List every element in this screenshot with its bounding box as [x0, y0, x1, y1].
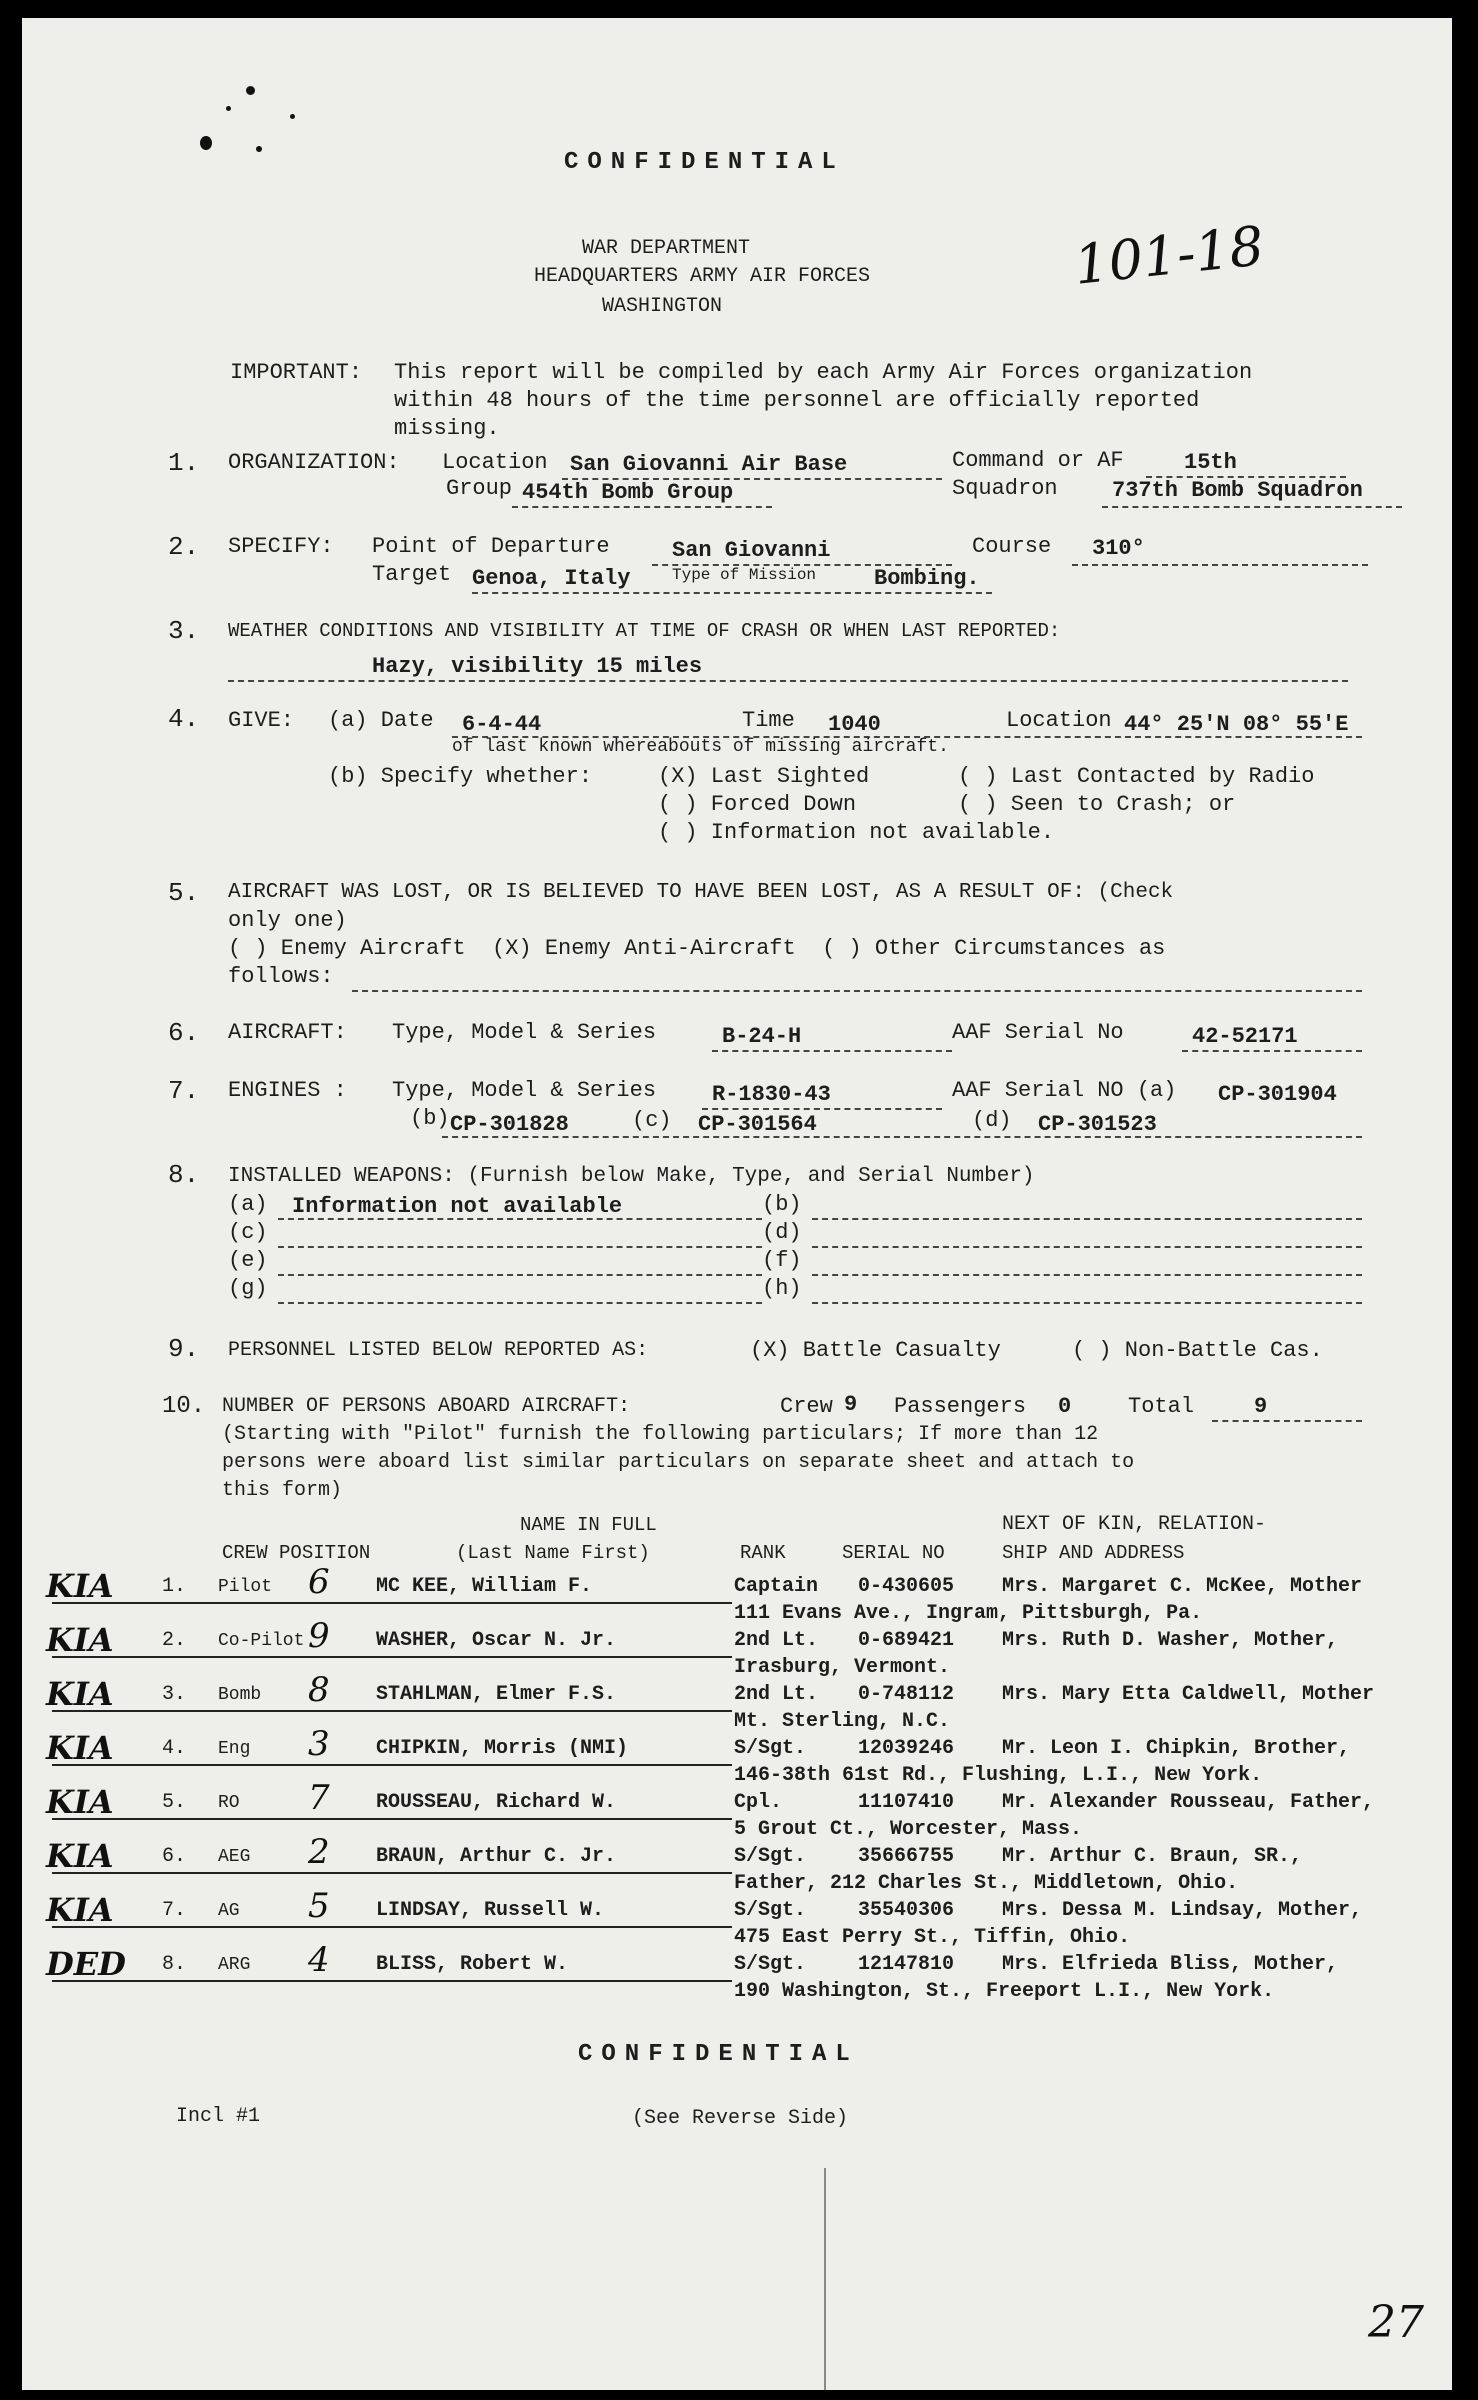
engine-d-label: (d) — [972, 1108, 1012, 1133]
item-7-label: ENGINES : — [228, 1078, 347, 1103]
page-number: 27 — [1368, 2297, 1424, 2348]
crew-address: 190 Washington, St., Freeport L.I., New York. — [734, 1980, 1275, 2003]
passengers-label: Passengers — [894, 1394, 1027, 1419]
instruction-line-2: persons were aboard list similar particulars on separate sheet and attach to — [222, 1451, 1135, 1474]
weapon-h-label: (h) — [762, 1276, 802, 1301]
engine-type-line — [702, 1108, 942, 1110]
header-next-of-kin: NEXT OF KIN, RELATION- — [1002, 1513, 1267, 1536]
total-label: Total — [1128, 1394, 1195, 1419]
crew-row-rule — [52, 1764, 732, 1766]
item-8-label: INSTALLED WEAPONS: (Furnish below Make, Type, and Serial Number) — [228, 1165, 1035, 1188]
engine-a-value: CP-301904 — [1218, 1082, 1337, 1107]
crew-address: 5 Grout Ct., Worcester, Mass. — [734, 1818, 1083, 1841]
ink-speck — [200, 136, 212, 150]
crew-name: ROUSSEAU, Richard W. — [376, 1791, 617, 1814]
specify-whether: (b) Specify whether: — [328, 764, 593, 789]
item-9-number: 9. — [168, 1334, 200, 1364]
weapon-b-label: (b) — [762, 1192, 802, 1217]
crew-address: Father, 212 Charles St., Middletown, Ohio. — [734, 1872, 1239, 1895]
crew-handwritten-mark: 7 — [308, 1778, 330, 1818]
weapon-g-label: (g) — [228, 1276, 268, 1301]
crew-row-number: 6. — [162, 1845, 187, 1868]
aircraft-type-line — [712, 1050, 952, 1052]
crew-status-mark: KIA — [46, 1675, 114, 1713]
squadron-value: 737th Bomb Squadron — [1112, 478, 1363, 503]
item-5-number: 5. — [168, 878, 200, 908]
opt-seen-crash: ( ) Seen to Crash; or — [958, 792, 1236, 817]
crew-handwritten-mark: 9 — [308, 1616, 330, 1656]
opt-forced-down: ( ) Forced Down — [658, 792, 857, 817]
inclosure-number: Incl #1 — [176, 2105, 261, 2128]
header-crew-position: CREW POSITION — [222, 1542, 371, 1564]
date-value: 6-4-44 — [462, 712, 542, 737]
item-1-label: ORGANIZATION: — [228, 450, 400, 475]
crew-position: Co-Pilot — [218, 1631, 305, 1651]
crew-row-rule — [52, 1980, 732, 1982]
whereabouts-text: of last known whereabouts of missing aircraft. — [452, 737, 949, 757]
weapon-line-2 — [278, 1246, 762, 1248]
crew-status-mark: DED — [46, 1945, 126, 1983]
time-label: Time — [742, 708, 795, 733]
weapon-e-label: (e) — [228, 1248, 268, 1273]
command-value: 15th — [1184, 450, 1237, 475]
header-last-name-first: (Last Name First) — [456, 1542, 650, 1564]
item-10-number: 10. — [162, 1393, 206, 1420]
non-battle: ( ) Non-Battle Cas. — [1072, 1338, 1323, 1363]
paper-crease — [824, 2168, 826, 2390]
item-3-label: WEATHER CONDITIONS AND VISIBILITY AT TIME OF CRASH OR WHEN LAST REPORTED: — [228, 620, 1061, 642]
weather-line — [228, 680, 1348, 682]
crew-status-mark: KIA — [46, 1837, 114, 1875]
weapon-line-5 — [812, 1218, 1362, 1220]
engine-b-value: CP-301828 — [450, 1112, 569, 1137]
engine-c-value: CP-301564 — [698, 1112, 817, 1137]
ink-speck — [226, 106, 231, 111]
crew-name: STAHLMAN, Elmer F.S. — [376, 1683, 617, 1706]
crew-address: Irasburg, Vermont. — [734, 1656, 951, 1679]
important-line-2: within 48 hours of the time personnel are officially reported — [394, 388, 1200, 413]
crew-status-mark: KIA — [46, 1783, 114, 1821]
crew-handwritten-mark: 6 — [308, 1562, 330, 1602]
item-7-number: 7. — [168, 1076, 200, 1106]
opt-info-na: ( ) Information not available. — [658, 820, 1055, 845]
crew-label: Crew — [780, 1394, 833, 1419]
crew-status-mark: KIA — [46, 1567, 114, 1605]
item-9-label: PERSONNEL LISTED BELOW REPORTED AS: — [228, 1339, 649, 1362]
ink-speck — [256, 146, 262, 152]
crew-position: ARG — [218, 1955, 251, 1975]
weather-value: Hazy, visibility 15 miles — [372, 654, 703, 679]
item-1-number: 1. — [168, 448, 200, 478]
crew-next-of-kin: Mr. Arthur C. Braun, SR., — [1002, 1845, 1303, 1868]
crew-next-of-kin: Mrs. Dessa M. Lindsay, Mother, — [1002, 1899, 1363, 1922]
crew-name: CHIPKIN, Morris (NMI) — [376, 1737, 629, 1760]
weapon-line-6 — [812, 1246, 1362, 1248]
crew-row-rule — [52, 1926, 732, 1928]
weapon-line-8 — [812, 1302, 1362, 1304]
crew-name: LINDSAY, Russell W. — [376, 1899, 605, 1922]
item-2-label: SPECIFY: — [228, 534, 334, 559]
item-5-line-3: ( ) Enemy Aircraft (X) Enemy Anti-Aircraft ( ) Other Circumstances as — [228, 936, 1166, 961]
group-value: 454th Bomb Group — [522, 480, 734, 505]
crew-next-of-kin: Mrs. Ruth D. Washer, Mother, — [1002, 1629, 1339, 1652]
mission-label: Type of Mission — [672, 566, 817, 584]
ink-speck — [290, 114, 295, 119]
crew-name: BRAUN, Arthur C. Jr. — [376, 1845, 617, 1868]
crew-position: Eng — [218, 1739, 251, 1759]
engine-line — [442, 1136, 1362, 1138]
crew-name: MC KEE, William F. — [376, 1575, 593, 1598]
weapon-d-label: (d) — [762, 1220, 802, 1245]
important-line-3: missing. — [394, 416, 500, 441]
item-10-label: NUMBER OF PERSONS ABOARD AIRCRAFT: — [222, 1395, 631, 1418]
mission-value: Bombing. — [874, 566, 980, 591]
crew-position: RO — [218, 1793, 240, 1813]
follows-line — [352, 990, 1362, 992]
course-value: 310° — [1092, 536, 1145, 561]
item-3-number: 3. — [168, 616, 200, 646]
squadron-label: Squadron — [952, 476, 1058, 501]
crew-row-rule — [52, 1656, 732, 1658]
weapon-line-3 — [278, 1274, 762, 1276]
header-ship-address: SHIP AND ADDRESS — [1002, 1542, 1185, 1564]
crew-address: 146-38th 61st Rd., Flushing, L.I., New York. — [734, 1764, 1263, 1787]
aircraft-type-value: B-24-H — [722, 1024, 802, 1049]
item-5-line-1: AIRCRAFT WAS LOST, OR IS BELIEVED TO HAVE BEEN LOST, AS A RESULT OF: (Check — [228, 881, 1174, 904]
crew-row-number: 3. — [162, 1683, 187, 1706]
see-reverse: (See Reverse Side) — [632, 2107, 849, 2130]
instruction-line-3: this form) — [222, 1479, 343, 1502]
passengers-count: 0 — [1058, 1394, 1072, 1419]
crew-serial: 12147810 — [858, 1953, 955, 1976]
classification-bottom: CONFIDENTIAL — [578, 2041, 859, 2068]
crew-position: AEG — [218, 1847, 251, 1867]
important-line-1: This report will be compiled by each Army Air Forces organization — [394, 360, 1253, 385]
crew-row-number: 1. — [162, 1575, 187, 1598]
crew-position: Pilot — [218, 1577, 273, 1597]
total-line — [1212, 1420, 1362, 1422]
battle-casualty: (X) Battle Casualty — [750, 1338, 1001, 1363]
important-label: IMPORTANT: — [230, 360, 363, 385]
crew-rank: S/Sgt. — [734, 1845, 807, 1868]
command-label: Command or AF — [952, 448, 1124, 473]
crew-next-of-kin: Mrs. Mary Etta Caldwell, Mother — [1002, 1683, 1375, 1706]
weapon-line-1 — [278, 1218, 762, 1220]
target-value: Genoa, Italy — [472, 566, 631, 591]
item-4-number: 4. — [168, 704, 200, 734]
crew-next-of-kin: Mr. Leon I. Chipkin, Brother, — [1002, 1737, 1351, 1760]
item-5-line-4: follows: — [228, 964, 334, 989]
crew-next-of-kin: Mr. Alexander Rousseau, Father, — [1002, 1791, 1375, 1814]
crew-position: Bomb — [218, 1685, 262, 1705]
engine-type-label: Type, Model & Series — [392, 1078, 657, 1103]
engine-serial-label: AAF Serial NO (a) — [952, 1078, 1177, 1103]
date-label: (a) Date — [328, 708, 434, 733]
group-label: Group — [446, 476, 513, 501]
crew-rank: 2nd Lt. — [734, 1683, 819, 1706]
crew-next-of-kin: Mrs. Elfrieda Bliss, Mother, — [1002, 1953, 1339, 1976]
item-6-label: AIRCRAFT: — [228, 1020, 347, 1045]
departure-label: Point of Departure — [372, 534, 610, 559]
crew-handwritten-mark: 8 — [308, 1670, 330, 1710]
crew-row-rule — [52, 1602, 732, 1604]
crew-row-number: 7. — [162, 1899, 187, 1922]
opt-last-sighted: (X) Last Sighted — [658, 764, 870, 789]
aircraft-serial-label: AAF Serial No — [952, 1020, 1124, 1045]
weapon-line-4 — [278, 1302, 762, 1304]
crew-name: BLISS, Robert W. — [376, 1953, 569, 1976]
crew-rank: S/Sgt. — [734, 1953, 807, 1976]
group-line — [512, 506, 772, 508]
crew-serial: 12039246 — [858, 1737, 955, 1760]
crew-status-mark: KIA — [46, 1729, 114, 1767]
location-value: San Giovanni Air Base — [570, 452, 848, 477]
crew-serial: 35540306 — [858, 1899, 955, 1922]
crew-status-mark: KIA — [46, 1621, 114, 1659]
weapon-a-label: (a) — [228, 1192, 268, 1217]
crew-address: 111 Evans Ave., Ingram, Pittsburgh, Pa. — [734, 1602, 1203, 1625]
opt-radio: ( ) Last Contacted by Radio — [958, 764, 1315, 789]
crew-row-number: 8. — [162, 1953, 187, 1976]
total-count: 9 — [1254, 1394, 1268, 1419]
aircraft-serial-value: 42-52171 — [1192, 1024, 1298, 1049]
course-label: Course — [972, 534, 1052, 559]
departure-value: San Giovanni — [672, 538, 831, 563]
crew-row-rule — [52, 1872, 732, 1874]
crew-serial: 35666755 — [858, 1845, 955, 1868]
crew-serial: 0-748112 — [858, 1683, 955, 1706]
course-line — [1072, 564, 1368, 566]
engine-d-value: CP-301523 — [1038, 1112, 1157, 1137]
headquarters: HEADQUARTERS ARMY AIR FORCES — [534, 265, 871, 288]
loc-label: Location — [1006, 708, 1112, 733]
crew-rank: Captain — [734, 1575, 819, 1598]
crew-serial: 0-689421 — [858, 1629, 955, 1652]
classification-top: CONFIDENTIAL — [564, 149, 845, 176]
department: WAR DEPARTMENT — [582, 237, 751, 260]
crew-row-rule — [52, 1710, 732, 1712]
item-2-number: 2. — [168, 532, 200, 562]
time-value: 1040 — [828, 712, 881, 737]
target-label: Target — [372, 562, 452, 587]
item-8-number: 8. — [168, 1160, 200, 1190]
document-page — [22, 18, 1452, 2390]
weapon-line-7 — [812, 1274, 1362, 1276]
crew-count: 9 — [844, 1392, 858, 1417]
crew-position: AG — [218, 1901, 240, 1921]
ink-speck — [246, 86, 255, 95]
aircraft-serial-line — [1182, 1050, 1362, 1052]
crew-row-rule — [52, 1818, 732, 1820]
squadron-line — [1102, 506, 1402, 508]
instruction-line-1: (Starting with "Pilot" furnish the following particulars; If more than 12 — [222, 1423, 1099, 1446]
city: WASHINGTON — [602, 295, 723, 318]
crew-row-number: 2. — [162, 1629, 187, 1652]
engine-type-value: R-1830-43 — [712, 1082, 831, 1107]
engine-b-label: (b) — [410, 1106, 450, 1131]
crew-rank: 2nd Lt. — [734, 1629, 819, 1652]
crew-serial: 0-430605 — [858, 1575, 955, 1598]
weapon-f-label: (f) — [762, 1248, 802, 1273]
crew-row-number: 4. — [162, 1737, 187, 1760]
crew-address: Mt. Sterling, N.C. — [734, 1710, 951, 1733]
header-rank: RANK — [740, 1542, 786, 1564]
crew-rank: S/Sgt. — [734, 1737, 807, 1760]
loc-value: 44° 25'N 08° 55'E — [1124, 712, 1349, 737]
location-label: Location — [442, 450, 548, 475]
weapon-c-label: (c) — [228, 1220, 268, 1245]
crew-name: WASHER, Oscar N. Jr. — [376, 1629, 617, 1652]
aircraft-type-label: Type, Model & Series — [392, 1020, 657, 1045]
item-4-label: GIVE: — [228, 708, 295, 733]
crew-handwritten-mark: 3 — [308, 1724, 330, 1764]
crew-handwritten-mark: 5 — [308, 1886, 330, 1926]
header-name-in-full: NAME IN FULL — [520, 1514, 657, 1536]
crew-serial: 11107410 — [858, 1791, 955, 1814]
crew-rank: S/Sgt. — [734, 1899, 807, 1922]
crew-row-number: 5. — [162, 1791, 187, 1814]
item-6-number: 6. — [168, 1018, 200, 1048]
item-5-line-2: only one) — [228, 908, 347, 933]
crew-next-of-kin: Mrs. Margaret C. McKee, Mother — [1002, 1575, 1363, 1598]
engine-c-label: (c) — [632, 1108, 672, 1133]
crew-rank: Cpl. — [734, 1791, 783, 1814]
weapon-a-value: Information not available — [292, 1194, 623, 1219]
mission-line — [472, 592, 992, 594]
crew-status-mark: KIA — [46, 1891, 114, 1929]
crew-handwritten-mark: 2 — [308, 1832, 330, 1872]
header-serial-no: SERIAL NO — [842, 1542, 945, 1564]
crew-address: 475 East Perry St., Tiffin, Ohio. — [734, 1926, 1131, 1949]
file-number: 101-18 — [1071, 214, 1267, 297]
crew-handwritten-mark: 4 — [308, 1940, 330, 1980]
